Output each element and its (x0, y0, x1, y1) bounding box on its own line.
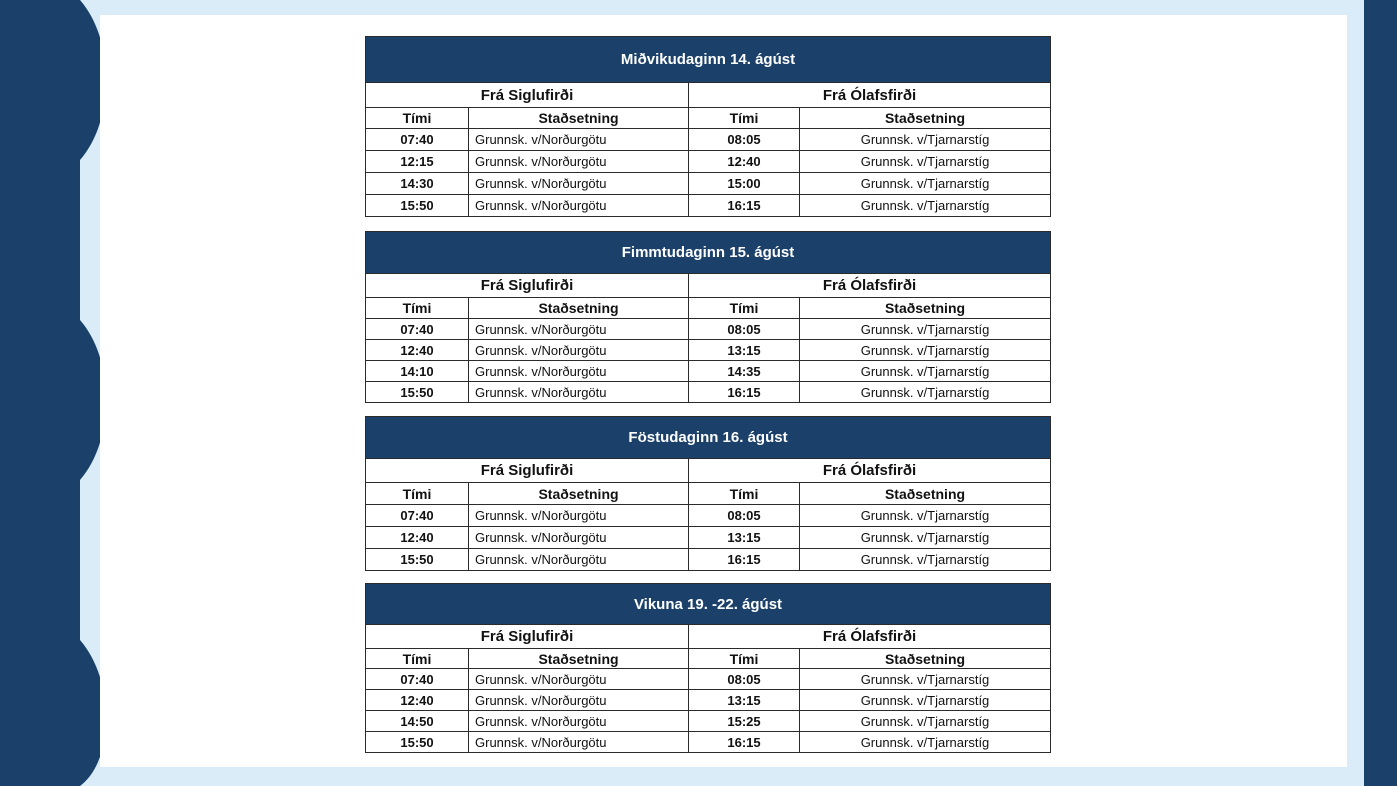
header-location: Staðsetning (469, 649, 689, 669)
departure-time: 08:05 (689, 669, 800, 690)
departure-time: 16:15 (689, 732, 800, 753)
table-row (366, 711, 1051, 732)
header-time: Tími (689, 108, 800, 129)
departure-location: Grunnsk. v/Tjarnarstíg (800, 319, 1051, 340)
departure-location: Grunnsk. v/Norðurgötu (469, 527, 689, 549)
departure-location: Grunnsk. v/Norðurgötu (469, 173, 689, 195)
departure-location: Grunnsk. v/Norðurgötu (469, 151, 689, 173)
departure-time: 12:40 (689, 151, 800, 173)
header-time: Tími (366, 108, 469, 129)
departure-time: 12:40 (366, 340, 469, 361)
schedule-title: Föstudaginn 16. ágúst (366, 417, 1051, 459)
departure-time: 15:50 (366, 195, 469, 217)
departure-location: Grunnsk. v/Norðurgötu (469, 319, 689, 340)
departure-time: 15:50 (366, 549, 469, 571)
departure-time: 15:50 (366, 732, 469, 753)
schedule-title: Fimmtudaginn 15. ágúst (366, 232, 1051, 274)
departure-time: 13:15 (689, 340, 800, 361)
departure-location: Grunnsk. v/Tjarnarstíg (800, 340, 1051, 361)
departure-time: 13:15 (689, 690, 800, 711)
origin-olafsfjordur: Frá Ólafsfirði (689, 459, 1051, 483)
schedule-table-thursday (365, 231, 1051, 403)
origin-siglufjordur: Frá Siglufirði (366, 459, 689, 483)
table-row (366, 151, 1051, 173)
header-time: Tími (689, 298, 800, 319)
schedule-title: Miðvikudaginn 14. ágúst (366, 37, 1051, 83)
origin-siglufjordur: Frá Siglufirði (366, 625, 689, 649)
departure-time: 14:35 (689, 361, 800, 382)
departure-time: 08:05 (689, 505, 800, 527)
table-row (366, 732, 1051, 753)
table-row (366, 195, 1051, 217)
departure-location: Grunnsk. v/Norðurgötu (469, 669, 689, 690)
table-row (366, 319, 1051, 340)
departure-location: Grunnsk. v/Norðurgötu (469, 549, 689, 571)
header-time: Tími (689, 649, 800, 669)
departure-location: Grunnsk. v/Tjarnarstíg (800, 151, 1051, 173)
header-time: Tími (689, 483, 800, 505)
departure-time: 15:00 (689, 173, 800, 195)
departure-location: Grunnsk. v/Norðurgötu (469, 732, 689, 753)
header-time: Tími (366, 298, 469, 319)
table-row (366, 505, 1051, 527)
departure-time: 16:15 (689, 195, 800, 217)
departure-time: 08:05 (689, 319, 800, 340)
table-row (366, 173, 1051, 195)
table-row (366, 669, 1051, 690)
table-row (366, 340, 1051, 361)
departure-location: Grunnsk. v/Norðurgötu (469, 690, 689, 711)
header-time: Tími (366, 649, 469, 669)
schedule-table-friday (365, 416, 1051, 571)
table-row (366, 690, 1051, 711)
departure-location: Grunnsk. v/Tjarnarstíg (800, 129, 1051, 151)
departure-location: Grunnsk. v/Norðurgötu (469, 361, 689, 382)
departure-time: 12:40 (366, 690, 469, 711)
table-row (366, 549, 1051, 571)
departure-location: Grunnsk. v/Tjarnarstíg (800, 173, 1051, 195)
departure-location: Grunnsk. v/Tjarnarstíg (800, 382, 1051, 403)
header-location: Staðsetning (800, 483, 1051, 505)
origin-siglufjordur: Frá Siglufirði (366, 83, 689, 108)
departure-location: Grunnsk. v/Norðurgötu (469, 505, 689, 527)
origin-olafsfjordur: Frá Ólafsfirði (689, 274, 1051, 298)
departure-location: Grunnsk. v/Tjarnarstíg (800, 505, 1051, 527)
departure-time: 07:40 (366, 505, 469, 527)
departure-time: 07:40 (366, 319, 469, 340)
departure-location: Grunnsk. v/Tjarnarstíg (800, 711, 1051, 732)
departure-time: 12:40 (366, 527, 469, 549)
table-row (366, 382, 1051, 403)
departure-location: Grunnsk. v/Tjarnarstíg (800, 732, 1051, 753)
origin-siglufjordur: Frá Siglufirði (366, 274, 689, 298)
departure-location: Grunnsk. v/Norðurgötu (469, 195, 689, 217)
header-location: Staðsetning (800, 108, 1051, 129)
header-location: Staðsetning (469, 298, 689, 319)
origin-olafsfjordur: Frá Ólafsfirði (689, 625, 1051, 649)
departure-location: Grunnsk. v/Norðurgötu (469, 129, 689, 151)
departure-location: Grunnsk. v/Tjarnarstíg (800, 527, 1051, 549)
header-location: Staðsetning (469, 108, 689, 129)
schedule-table-wednesday (365, 36, 1051, 217)
departure-time: 13:15 (689, 527, 800, 549)
header-location: Staðsetning (800, 649, 1051, 669)
departure-time: 15:25 (689, 711, 800, 732)
departure-location: Grunnsk. v/Norðurgötu (469, 340, 689, 361)
departure-location: Grunnsk. v/Norðurgötu (469, 711, 689, 732)
departure-time: 16:15 (689, 549, 800, 571)
schedule-title: Vikuna 19. -22. ágúst (366, 584, 1051, 625)
departure-location: Grunnsk. v/Tjarnarstíg (800, 690, 1051, 711)
departure-location: Grunnsk. v/Tjarnarstíg (800, 669, 1051, 690)
departure-time: 14:50 (366, 711, 469, 732)
departure-location: Grunnsk. v/Norðurgötu (469, 382, 689, 403)
departure-location: Grunnsk. v/Tjarnarstíg (800, 549, 1051, 571)
departure-location: Grunnsk. v/Tjarnarstíg (800, 361, 1051, 382)
departure-time: 08:05 (689, 129, 800, 151)
departure-time: 12:15 (366, 151, 469, 173)
departure-time: 07:40 (366, 669, 469, 690)
departure-time: 14:10 (366, 361, 469, 382)
table-row (366, 527, 1051, 549)
departure-time: 15:50 (366, 382, 469, 403)
header-location: Staðsetning (800, 298, 1051, 319)
table-row (366, 361, 1051, 382)
origin-olafsfjordur: Frá Ólafsfirði (689, 83, 1051, 108)
departure-time: 07:40 (366, 129, 469, 151)
header-location: Staðsetning (469, 483, 689, 505)
schedule-table-week (365, 583, 1051, 753)
table-row (366, 129, 1051, 151)
departure-time: 14:30 (366, 173, 469, 195)
departure-time: 16:15 (689, 382, 800, 403)
header-time: Tími (366, 483, 469, 505)
departure-location: Grunnsk. v/Tjarnarstíg (800, 195, 1051, 217)
